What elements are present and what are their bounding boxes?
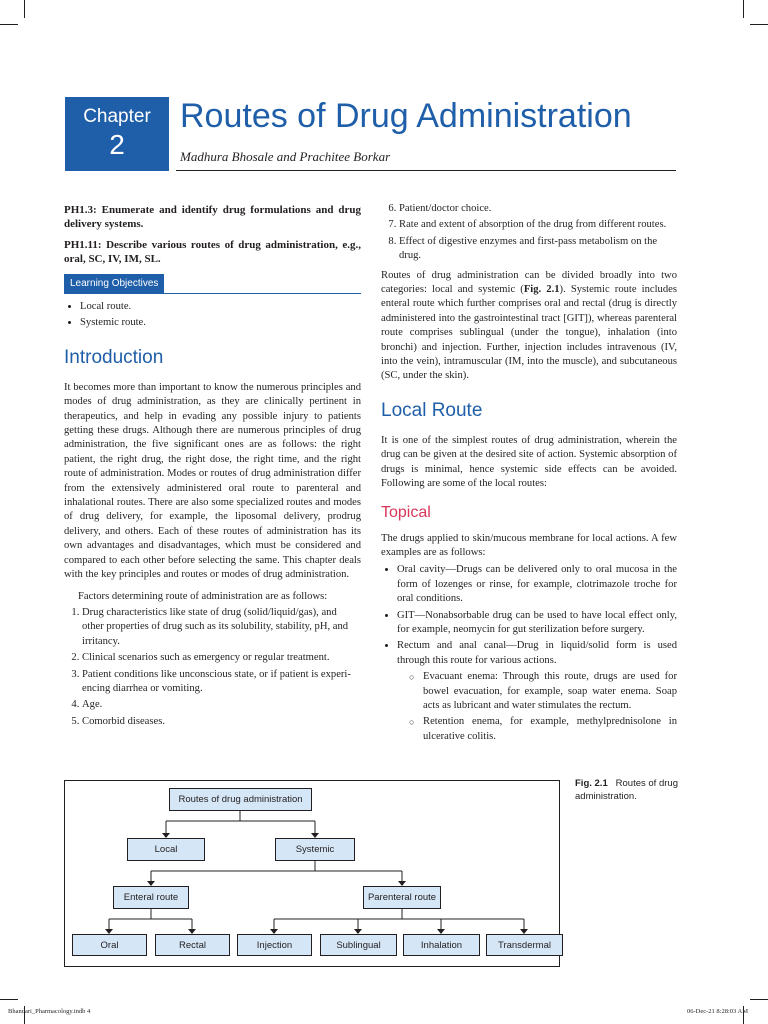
list-item: ○ Retention enema, for example, methylprednisolone in ulcerative colitis. bbox=[409, 715, 677, 744]
title-rule bbox=[176, 170, 676, 171]
list-item: 4. Age. bbox=[82, 698, 361, 712]
crop-mark bbox=[0, 999, 18, 1000]
enema-list bbox=[397, 670, 677, 744]
footer-file: Bhandari_Pharmacology.indb 4 bbox=[8, 1008, 91, 1015]
factors-list bbox=[64, 606, 361, 729]
competency-ph1-11: PH1.11: Describe various routes of drug administration, e.g., oral, SC, IV, IM, SL. bbox=[64, 239, 361, 265]
figure-caption bbox=[575, 777, 685, 803]
list-item: • GIT—Nonabsorbable drug can be used to have local effect only, for example, neomycin for gut sterilization before surgery. bbox=[397, 609, 677, 638]
diagram-node-systemic: Systemic bbox=[275, 838, 355, 861]
diagram-node-local: Local bbox=[127, 838, 205, 861]
list-item-text: Rectum and anal canal—Drug in liquid/solid form is used through this route for various actions. bbox=[397, 640, 677, 666]
topical-paragraph: The drugs applied to skin/mucous membrane for local actions. A few examples are as follows: bbox=[381, 532, 677, 558]
diagram-node-parenteral: Parenteral route bbox=[363, 886, 441, 909]
diagram-node-rectal: Rectal bbox=[155, 934, 230, 956]
figure-reference[interactable]: Fig. 2.1 bbox=[523, 284, 560, 296]
list-item: 2. Clinical scenarios such as emergency or regular treatment. bbox=[82, 651, 361, 665]
list-item: • Oral cavity—Drugs can be delivered only to oral mucosa in the form of lozenges or rinse, for example, clotrimazole troche for oral conditions. bbox=[397, 563, 677, 606]
factors-intro: Factors determining route of administration are as follows: bbox=[78, 590, 328, 602]
crop-mark bbox=[0, 24, 18, 25]
chapter-number: 2 bbox=[109, 129, 125, 160]
routes-paragraph bbox=[381, 269, 677, 384]
learning-objectives-heading: Learning Objectives bbox=[64, 274, 164, 293]
competency-ph1-3: PH1.3: Enumerate and identify drug formulations and drug delivery systems. bbox=[64, 204, 361, 230]
introduction-paragraph: It becomes more than important to know the numerous principles and modes of drug administration, as they are clinically pertinent in therapeutics, and help in evading any possible injury to patients getting these drugs. Although there are numerous principles of drug administration, the five significant ones are as follows: the right patient, the right drug, the right dose, the right time, and the right route of administration. Modes or routes of drug administration differ from the extensively administered oral route to parenteral and inhalational routes. There are also some specialized routes and modes of drug delivery, for example, the liposomal delivery, prodrug delivery, and others. Each of these routes of administration has its own advantages and disadvantages, which must be considered and compared to each other before selecting the same. This chapter deals with the key principles and routes or modes of drug administration. bbox=[64, 381, 361, 581]
crop-mark bbox=[750, 999, 768, 1000]
routes-diagram bbox=[64, 780, 560, 967]
diagram-node-oral: Oral bbox=[72, 934, 147, 956]
diagram-node-sublingual: Sublingual bbox=[320, 934, 397, 956]
routes-text: ). Systemic route includes enteral route which further comprises oral and rectal (drug is directly administered into the gastrointestinal tract [GIT]), whereas parenteral route comprises sublingual (under the tongue), inhalation (into bronchi) and injection. Further, injection includes intravenous (IV, into the vein), intramuscular (IM, into the muscle), and subcutaneous (SC, under the skin). bbox=[381, 284, 677, 382]
figure-label: Fig. 2.1 bbox=[575, 778, 608, 789]
introduction-heading: Introduction bbox=[64, 346, 164, 368]
crop-mark bbox=[743, 0, 744, 18]
list-item bbox=[397, 639, 677, 744]
list-item: 8. Effect of digestive enzymes and first-pass metabolism on the drug. bbox=[399, 235, 677, 264]
local-route-paragraph: It is one of the simplest routes of drug administration, wherein the drug can be given at the desired site of action. Systemic absorption of drugs is minimal, hence systemic side effects can be avoided. Following are some of the local routes: bbox=[381, 434, 677, 490]
list-item: 5. Comorbid diseases. bbox=[82, 715, 361, 729]
learning-objectives-bar bbox=[64, 274, 361, 294]
diagram-node-enteral: Enteral route bbox=[113, 886, 189, 909]
topical-heading: Topical bbox=[381, 503, 431, 521]
chapter-title: Routes of Drug Administration bbox=[180, 97, 632, 135]
list-item: • Systemic route. bbox=[80, 316, 361, 330]
list-item: 7. Rate and extent of absorption of the drug from different routes. bbox=[399, 218, 677, 232]
topical-list bbox=[381, 563, 677, 744]
left-column bbox=[64, 204, 361, 731]
list-item: 1. Drug characteristics like state of drug (solid/liquid/gas), and other properties of drug such as its solubility, stability, pH, and irritancy. bbox=[82, 606, 361, 649]
chapter-authors: Madhura Bhosale and Prachitee Borkar bbox=[180, 149, 391, 164]
diagram-node-injection: Injection bbox=[237, 934, 312, 956]
diagram-node-root: Routes of drug administration bbox=[169, 788, 312, 811]
footer-timestamp: 06-Dec-21 8:28:03 AM bbox=[686, 1008, 748, 1015]
diagram-node-transdermal: Transdermal bbox=[486, 934, 563, 956]
chapter-badge bbox=[65, 97, 169, 171]
list-item: ○ Evacuant enema: Through this route, drugs are used for bowel evacuation, for example, soap water enema. Soap acts as lubricant and water stimulates the rectum. bbox=[409, 670, 677, 713]
list-item: • Local route. bbox=[80, 300, 361, 314]
local-route-heading: Local Route bbox=[381, 399, 483, 421]
crop-mark bbox=[24, 0, 25, 18]
diagram-node-inhalation: Inhalation bbox=[403, 934, 480, 956]
list-item: 3. Patient conditions like unconscious state, or if patient is experi-encing diarrhea or vomiting. bbox=[82, 668, 361, 697]
list-item: 6. Patient/doctor choice. bbox=[399, 202, 677, 216]
factors-list-continued bbox=[381, 202, 677, 264]
routes-text: Routes of drug administration can be divided broadly into two categories: local and systemic ( bbox=[381, 269, 677, 296]
figure-caption-text: Routes of drug administration. bbox=[575, 778, 678, 802]
objectives-list bbox=[64, 300, 361, 331]
crop-mark bbox=[750, 24, 768, 25]
right-column bbox=[381, 200, 677, 746]
chapter-label: Chapter bbox=[83, 106, 151, 127]
